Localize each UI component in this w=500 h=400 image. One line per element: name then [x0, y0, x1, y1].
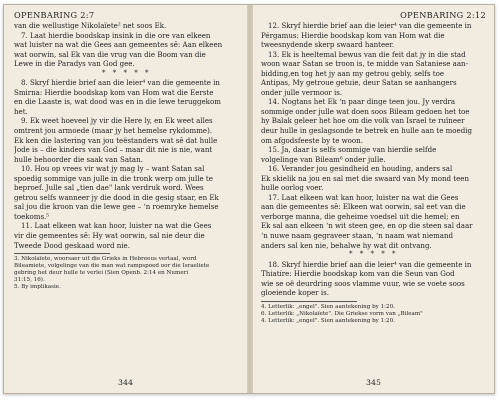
text-line: 16. Verander jou gesindheid en houding, anders sal — [268, 164, 453, 174]
text-line: 18. Skryf hierdie brief aan die leier⁴ van die gemeente in — [268, 259, 472, 269]
text-line: Thiatíre: Hierdie boodskap kom van die Seun van God — [261, 269, 455, 279]
text-line: het. — [14, 106, 28, 116]
footnote-line: 6. Letterlik: „Nikolaïete". Die Griekse vorm van „Bileam" — [261, 310, 423, 317]
text-line: sal jou die kroon van die lewe gee – ‘n roemryke hemelse — [14, 202, 219, 212]
text-line: ‘n nuwe naam gegraveer staan, ‘n naam wat niemand — [261, 231, 454, 241]
footnote-rule-left — [14, 253, 110, 254]
text-line: spoedig sommige van julle in die tronk werp om julle te — [14, 173, 213, 183]
text-line: Smirna: Hierdie boodskap kom van Hom wat die Eerste — [14, 87, 214, 97]
text-line: omtrent jou armoede (maar jy het hemelse rykdomme). — [14, 126, 213, 136]
text-line: getrou selfs wanneer jy die dood in die gesig staar, en Ek — [14, 192, 219, 202]
page-number-right: 345 — [366, 378, 381, 387]
text-line: 15. Ja, daar is selfs sommige van hierdie selfde — [268, 145, 437, 155]
text-line: 13. Ek is heeltemal bewus van die feit dat jy in die stad — [268, 49, 466, 59]
open-book — [3, 4, 495, 394]
text-line: bidding,en tog het jy aan my getrou gebly, selfs toe — [261, 68, 444, 78]
text-line: 14. Nogtans het Ek ‘n paar dinge teen jou. Jy verdra — [268, 97, 456, 107]
text-line: anders sal ken nie, behalwe hy wat dit ontvang. — [261, 240, 432, 250]
section-divider: * * * * * — [349, 250, 398, 259]
text-line: 9. Ek weet hoeveel jy vir die Here ly, en Ek weet alles — [21, 116, 213, 126]
text-line: Antipas, My getroue getuie, deur Satan se aanhangers — [261, 78, 457, 88]
left-page-body — [14, 21, 239, 250]
text-line: aan die gemeentes sê: Elkeen wat oorwin, sal eet van die — [261, 202, 466, 212]
text-line: woon waar Satan se troon is, te midde van Sataniese aan- — [261, 59, 468, 69]
text-line: 11. Laat elkeen wat kan hoor, luister na wat die Gees — [21, 221, 212, 231]
right-page — [253, 5, 494, 393]
text-line: Ek skielik na jou en sal met die swaard van My mond teen — [261, 173, 470, 183]
text-line: Lewe in die Paradys van God gee. — [14, 59, 135, 69]
footnote-line: 5. By implikasie. — [14, 283, 61, 290]
right-page-body — [261, 21, 486, 298]
page-number-left: 344 — [118, 378, 133, 387]
text-line: van die wellustige Nikolaïete² net soos Ek. — [14, 21, 167, 30]
text-line: hulle behoorder die saak van Satan. — [14, 154, 143, 164]
footnote-line: 4. Letterlik: „engel". Sien aantekening by 1:20. — [261, 317, 395, 324]
text-line: beproef. Julle sal „tien dae" lank verdruk word. Wees — [14, 183, 204, 193]
text-line: sommige onder julle wat doen soos Bileam gedoen het toe — [261, 106, 470, 116]
text-line: Pérgamus: Hierdie boodskap kom van Hom wat die — [261, 30, 445, 40]
text-line: wie se oë deurdring soos vlamme vuur, wie se voete soos — [261, 278, 465, 288]
text-line: Ek ken die lastering van jou teëstanders wat sê dat hulle — [14, 135, 218, 145]
text-line: wat oorwin, sal Ek van die vrug van die Boom van die — [14, 49, 206, 59]
text-line: Ek sal aan elkeen ‘n wit steen gee, en op die steen sal daar — [261, 221, 473, 231]
text-line: 12. Skryf hierdie brief aan die leier⁴ van die gemeente in — [268, 21, 472, 30]
running-head-left: OPENBARING 2:7 — [14, 10, 95, 20]
text-line: 8. Skryf hierdie brief aan die leier⁴ van die gemeente in — [21, 78, 220, 88]
text-line: hy Balak geleer het hoe om die volk van Israel te ruïneer — [261, 116, 465, 126]
section-divider: * * * * * — [102, 68, 151, 77]
text-line: wat luister na wat die Gees aan gemeentes sê: Aan elkeen — [14, 40, 223, 50]
text-line: 17. Laat elkeen wat kan hoor, luister na wat die Gees — [268, 192, 459, 202]
text-line: toekoms.⁵ — [14, 211, 50, 221]
text-line: gloeiende koper is. — [261, 288, 329, 298]
text-line: hulle oorlog voer. — [261, 183, 324, 193]
right-footnotes — [261, 304, 486, 325]
running-head-right: OPENBARING 2:12 — [400, 10, 486, 20]
footnote-line: 31:15, 16). — [14, 276, 45, 283]
left-page — [4, 5, 247, 393]
footnote-line: Bileamiete, volgelinge van die man wat rampspoed oor die Israeliete — [14, 263, 210, 270]
text-line: vir die gemeentes sê: Hy wat oorwin, sal nie deur die — [14, 231, 205, 241]
text-line: 10. Hou op vrees vir wat jy mag ly – want Satan sal — [21, 164, 205, 174]
text-line: om afgodsfeeste by te woon. — [261, 135, 363, 145]
text-line: 7. Laat hierdie boodskap insink in die ore van elkeen — [21, 30, 211, 40]
footnote-line: 4. Letterlik: „engel". Sien aantekening by 1:20. — [261, 303, 395, 310]
text-line: volgelinge van Bileam⁶ onder julle. — [261, 154, 386, 164]
left-footnotes — [14, 256, 239, 291]
text-line: en die Laaste is, wat dood was en in die lewe teruggekom — [14, 97, 221, 107]
footnote-line: gebring het deur hulle te verlei (Sien Openb. 2:14 en Numeri — [14, 269, 189, 276]
text-line: tweesnydende skerp swaard hanteer. — [261, 40, 395, 50]
text-line: Tweede Dood geskaad word nie. — [14, 240, 130, 250]
text-line: deur hulle in geslagsonde te betrek en hulle aan te moedig — [261, 126, 472, 136]
text-line: onder julle vermoor is. — [261, 87, 343, 97]
text-line: Jode is – die kinders van God – maar dit nie is nie, want — [14, 145, 213, 155]
text-line: verborge manna, die geheime voedsel uit die hemel; en — [261, 211, 460, 221]
footnote-line: 3. Nikolaïete, woorsaer uit die Grieks in Hebreeus vertaal, word — [14, 256, 197, 263]
footnote-rule-right — [261, 301, 357, 302]
